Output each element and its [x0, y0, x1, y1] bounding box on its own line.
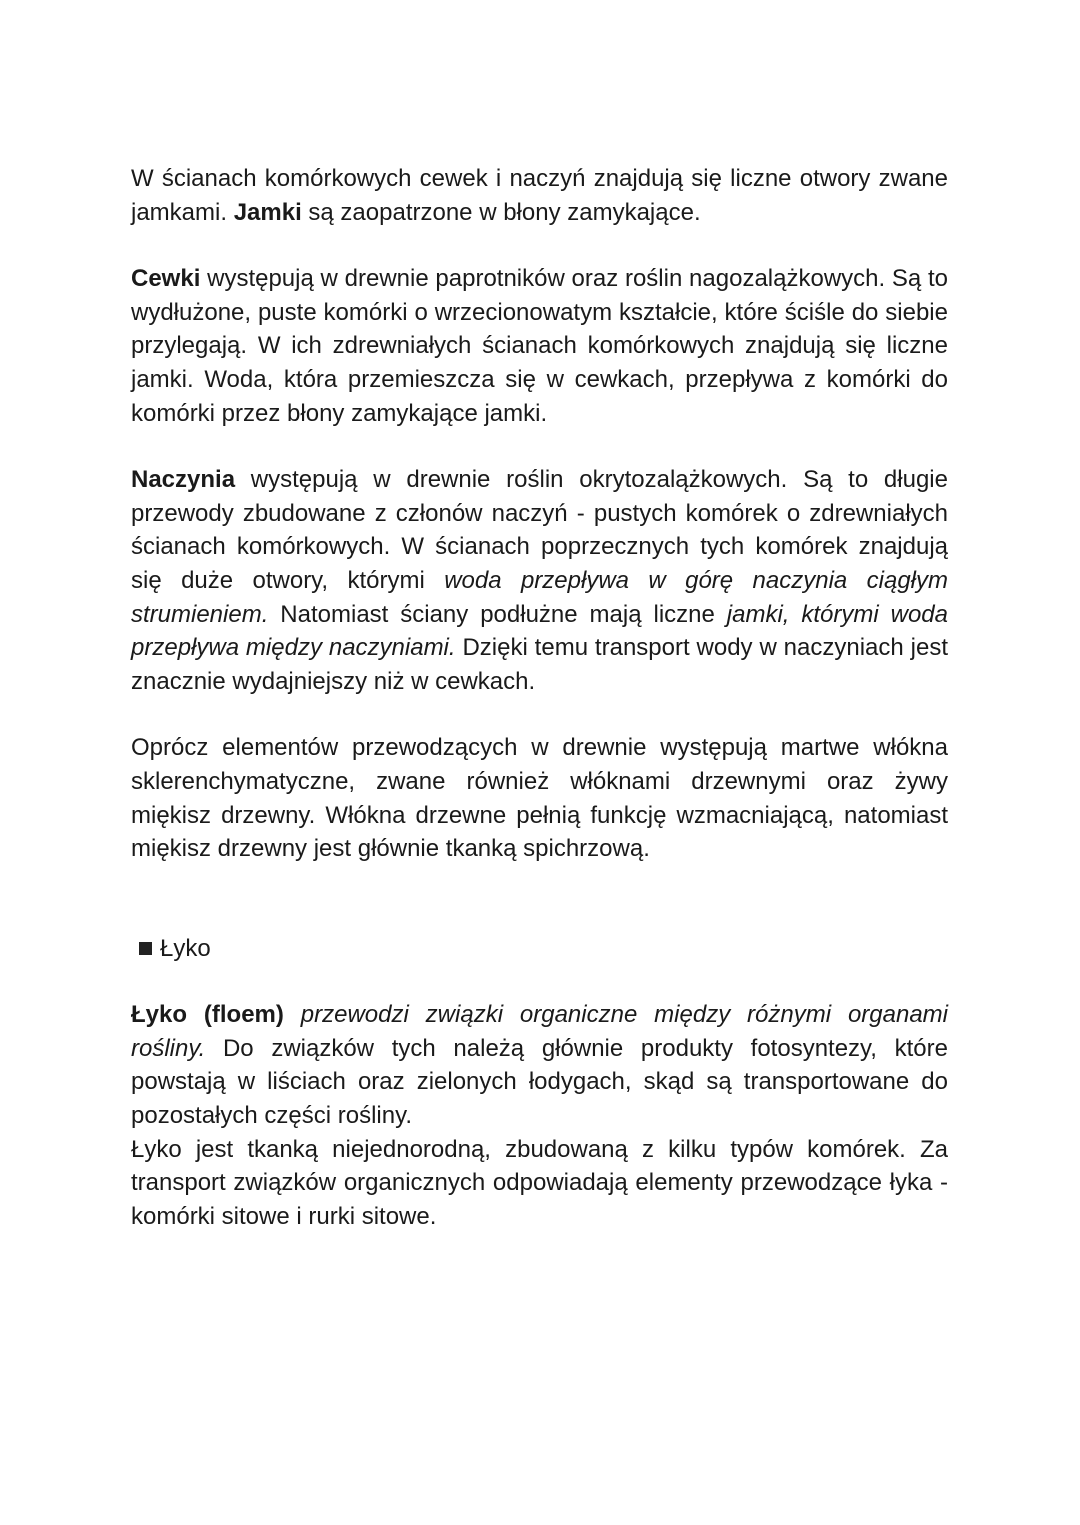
section-heading-lyko: [139, 932, 948, 966]
square-bullet-icon: [139, 942, 152, 955]
term-naczynia: Naczynia: [131, 466, 236, 494]
paragraph-jamki: W ścianach komórkowych cewek i naczyń znajdują się liczne otwory zwane jamkami. Jamki są zaopatrzone w błony zamykające.: [131, 165, 948, 226]
term-lyko: Łyko (floem): [131, 1001, 284, 1029]
document-body: [131, 162, 948, 1233]
paragraph-lyko-definition: Łyko (floem) przewodzi związki organiczne między różnymi organami rośliny. Do związków tych należą głównie produkty fotosyntezy, które powstają w liściach oraz zielonych łodygach, skąd są transportowane do pozostałych części rośliny.: [131, 1001, 948, 1130]
section-heading-label: Łyko: [160, 934, 211, 962]
term-cewki: Cewki: [131, 265, 201, 293]
paragraph-cewki: Cewki występują w drewnie paprotników oraz roślin nagozalążkowych. Są to wydłużone, puste komórki o wrzecionowatym kształcie, które ściśle do siebie przylegają. W ich zdrewniałych ścianach komórkowych znajdują się liczne jamki. Woda, która przemieszcza się w cewkach, przepływa z komórki do komórki przez błony zamykające jamki.: [131, 265, 948, 427]
paragraph-lyko-structure: Łyko jest tkanką niejednorodną, zbudowaną z kilku typów komórek. Za transport związków organicznych odpowiadają elementy przewodzące łyka - komórki sitowe i rurki sitowe.: [131, 1135, 948, 1230]
paragraph-naczynia: Naczynia występują w drewnie roślin okrytozalążkowych. Są to długie przewody zbudowane z członów naczyń - pustych komórek o zdrewniałych ścianach komórkowych. W ścianach poprzecznych tych komórek znajdują się duże otwory, którymi woda przepływa w górę naczynia ciągłym strumieniem. Natomiast ściany podłużne mają liczne jamki, którymi woda przepływa między naczyniami. Dzięki temu transport wody w naczyniach jest znacznie wydajniejszy niż w cewkach.: [131, 466, 948, 695]
paragraph-wlokna: Oprócz elementów przewodzących w drewnie występują martwe włókna sklerenchymatyczne, zwane również włóknami drzewnymi oraz żywy miękisz drzewny. Włókna drzewne pełnią funkcję wzmacniającą, natomiast miękisz drzewny jest głównie tkanką spichrzową.: [131, 734, 948, 863]
term-jamki: Jamki: [233, 198, 302, 226]
